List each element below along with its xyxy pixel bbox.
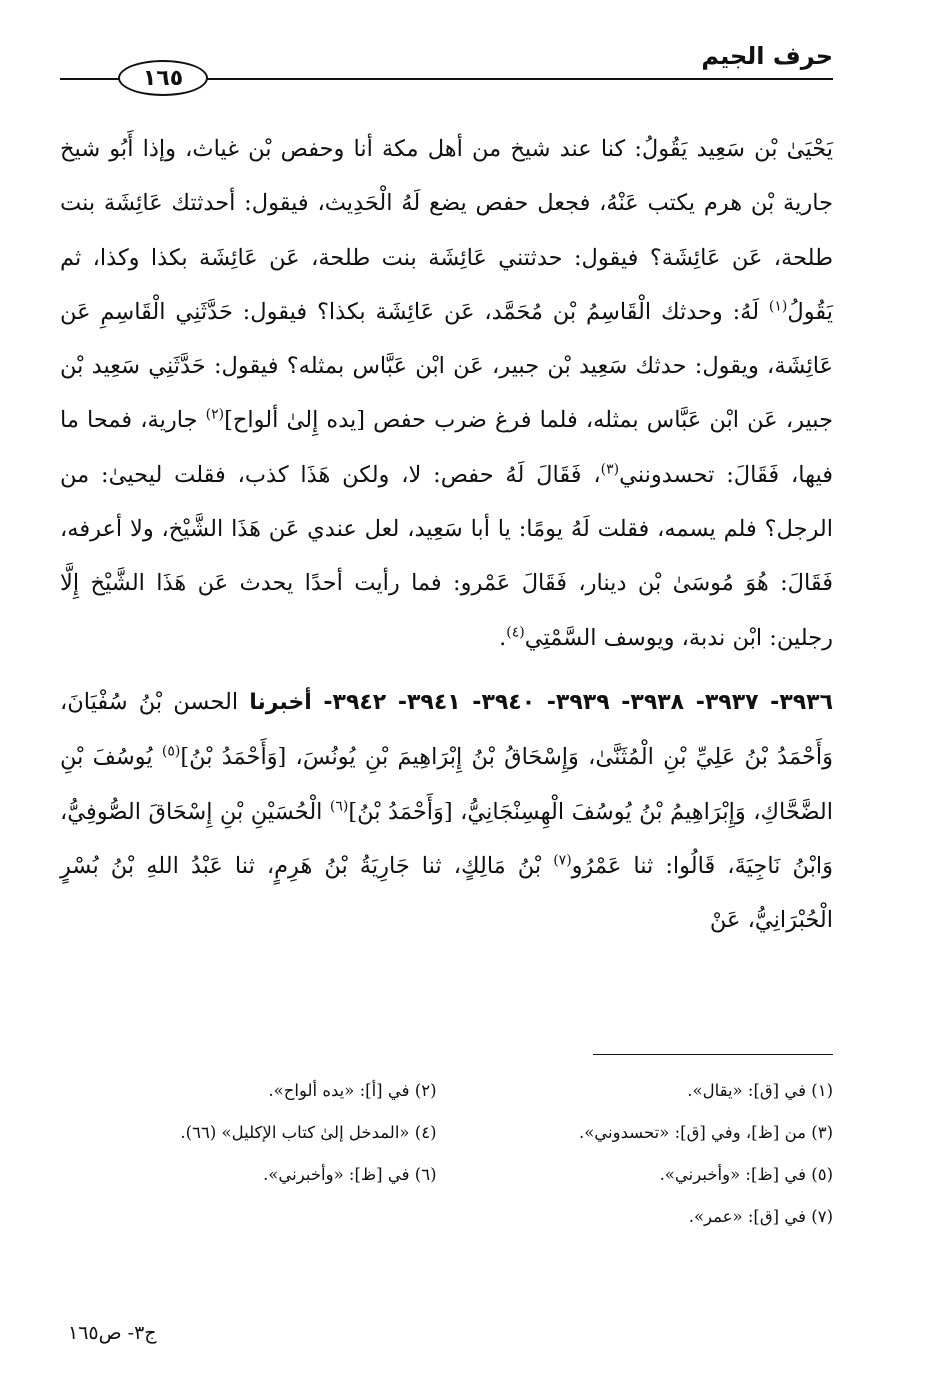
footnote-ref-1[interactable]: (١) [768, 298, 788, 315]
paragraph-2-text-a: الحسن بْنُ سُفْيَانَ، وَأَحْمَدُ بْنُ عَلِيِّ بْنِ الْمُثَنَّىٰ، وَإِسْحَاقُ بْنُ إِبْرَاهِيمَ بْنِ يُونُسَ، [وَأَحْمَدُ بْنُ] [60, 688, 833, 771]
paragraph-1-text-c: جارية، فمحا ما فيها، فَقَالَ: تحسدونني [60, 407, 833, 488]
paragraph-1 [60, 122, 833, 665]
paragraph-2-text-b: يُوسُفَ بْنِ الضَّحَّاكِ، وَإِبْرَاهِيمُ بْنُ يُوسُفَ الْهِسِنْجَانِيُّ، [وَأَحْمَدُ بْنُ] [60, 744, 833, 825]
paragraph-1-text-a: يَحْيَىٰ بْن سَعِيد يَقُولُ: كنا عند شيخ من أهل مكة أنا وحفص بْن غياث، وإذا أَبُو شيخ جارية بْن هرم يكتب عَنْهُ، فجعل حفص يضع لَهُ الْحَدِيث، فيقول: أحدثتك عَائِشَة بنت طلحة، عَن عَائِشَة؟ فيقول: حدثتني عَائِشَة بنت طلحة، عَن عَائِشَة بكذا وكذا، ثم يَقُولُ [60, 136, 833, 325]
footnote-3: (٣) من [ظ]، وفي [ق]: «تحسدوني». [578, 1123, 833, 1142]
footnote-ref-5[interactable]: (٥) [161, 743, 181, 760]
footnote-ref-4[interactable]: (٤) [506, 624, 525, 641]
chapter-title: حرف الجيم [701, 42, 833, 70]
paragraph-2 [60, 675, 833, 947]
paragraph-1-text-d: ، فَقَالَ لَهُ حفص: لا، ولكن هَذَا كذب، فقلت ليحيىٰ: من الرجل؟ فلم يسمه، فقلت لَهُ يومًا: يا أبا سَعِيد، لعل عندي عَن هَذَا الشَّيْخ، ولا أعرفه، فَقَالَ: هُوَ مُوسَىٰ بْن دينار، فَقَالَ عَمْرو: فما رأيت أحدًا يحدث عَن هَذَا الشَّيْخ إِلَّا رجلين: ابْن ندبة، ويوسف السَّمْتِي [60, 461, 833, 651]
page-number: ١٦٥ [118, 60, 208, 96]
paragraph-2-text-c: الْحُسَيْنِ بْنِ إِسْحَاقَ الصُّوفِيُّ، وَابْنُ نَاجِيَةَ، قَالُوا: ثنا عَمْرُو [60, 798, 833, 879]
volume-page-footer: ج٣- ص١٦٥ [68, 1322, 157, 1344]
footnote-ref-7[interactable]: (٧) [553, 852, 572, 869]
footnotes [60, 1070, 833, 1238]
footnote-2: (٢) في [أ]: «يده ألواح». [268, 1081, 437, 1100]
footnote-7: (٧) في [ق]: «عمر». [688, 1207, 833, 1226]
footnote-5: (٥) في [ظ]: «وأخبرني». [659, 1165, 833, 1184]
paragraph-2-text-d: بْنُ مَالِكٍ، ثنا جَارِيَةُ بْنُ هَرِمٍ، ثنا عَبْدُ اللهِ بْنُ بُسْرٍ الْحُبْرَانِيُّ، عَنْ [60, 852, 833, 934]
paragraph-1-text-e: . [499, 624, 507, 651]
footnote-ref-2[interactable]: (٢) [205, 406, 225, 423]
main-text [60, 122, 833, 947]
footnote-ref-3[interactable]: (٣) [600, 461, 620, 478]
footnote-4: (٤) «المدخل إلىٰ كتاب الإكليل» (٦٦). [180, 1123, 437, 1142]
hadith-numbers: ٣٩٣٦- ٣٩٣٧- ٣٩٣٨- ٣٩٣٩- ٣٩٤٠- ٣٩٤١- ٣٩٤٢- أخبرنا [249, 689, 834, 715]
footnote-6: (٦) في [ظ]: «وأخبرني». [263, 1165, 437, 1184]
footnote-separator [593, 1054, 833, 1055]
footnote-1: (١) في [ق]: «يقال». [687, 1081, 833, 1100]
paragraph-1-text-b: لَهُ: وحدثك الْقَاسِمُ بْن مُحَمَّد، عَن عَائِشَة بكذا؟ فيقول: حَدَّثَنِي الْقَاسِمِ عَن عَائِشَة، ويقول: حدثك سَعِيد بْن جبير، عَن ابْن عَبَّاس بمثله؟ فيقول: حَدَّثَنِي سَعِيد بْن جبير، عَن ابْن عَبَّاس بمثله، فلما فرغ ضرب حفص [يده إِلىٰ ألواح] [60, 298, 833, 434]
footnote-ref-6[interactable]: (٦) [329, 798, 349, 815]
